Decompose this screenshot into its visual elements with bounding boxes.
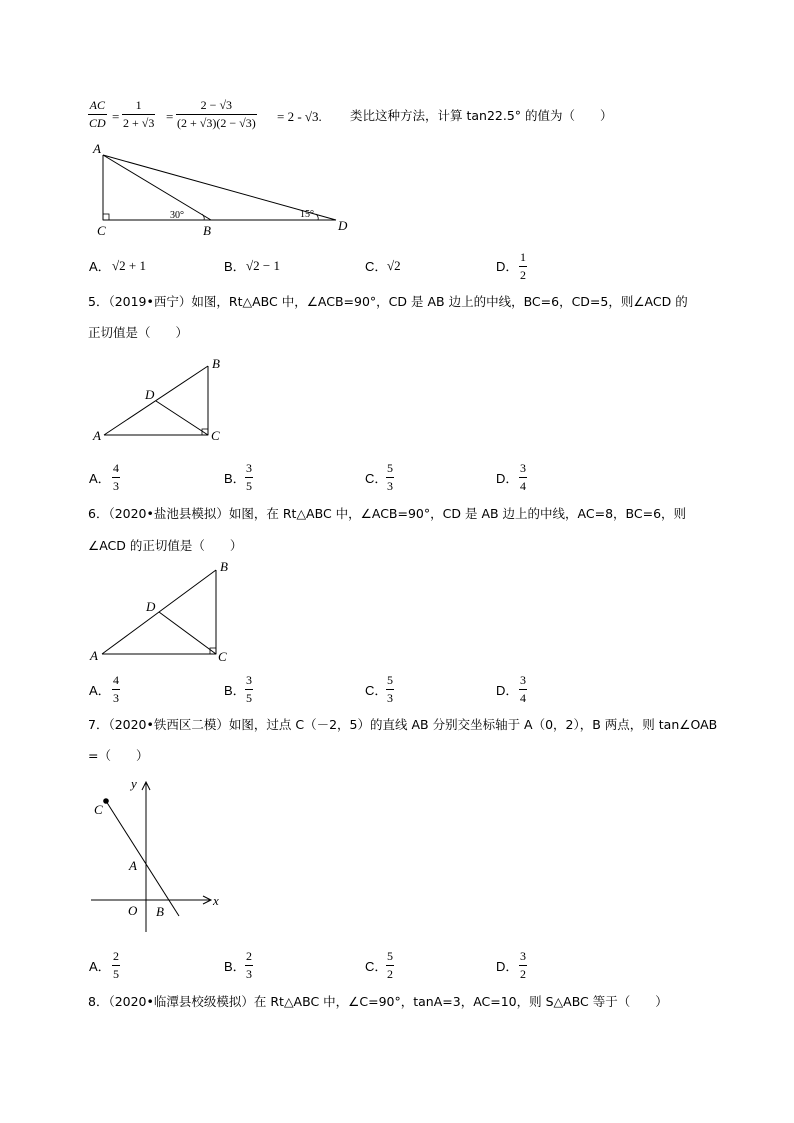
label-A: A	[90, 648, 98, 663]
option-c-letter: C．	[365, 259, 388, 274]
label-A: A	[93, 428, 101, 443]
q7-stem-line1: 7．（2020•铁西区二模）如图，过点 C（－2，5）的直线 AB 分别交坐标轴于 A（0，2），B 两点，则 tan∠OAB	[88, 717, 718, 732]
option-d-fraction: $\frac{3}{2}$	[520, 949, 526, 981]
fraction-rationalized: $\frac{2 - √3}{(2 + √3)(2 - √3)}$	[177, 98, 256, 130]
option-b-fraction: $\frac{3}{5}$	[246, 673, 252, 705]
axis-label-y: y	[131, 776, 137, 791]
option-b-letter: B．	[224, 259, 246, 274]
option-a-value: √2 + 1	[112, 258, 146, 273]
equals-sign: =	[166, 109, 174, 124]
option-c-letter: C．	[365, 959, 388, 974]
option-b-letter: B．	[224, 683, 246, 698]
option-a-letter: A．	[89, 959, 111, 974]
option-b-letter: B．	[224, 471, 246, 486]
angle-label-30: 30°	[170, 210, 184, 221]
option-c-value: √2	[387, 258, 401, 273]
option-a-letter: A．	[89, 259, 111, 274]
label-C: C	[94, 802, 103, 817]
option-d-fraction: $\frac{1}{2}$	[520, 250, 526, 282]
axis-label-x: x	[213, 893, 219, 908]
label-B: B	[203, 223, 211, 238]
triangle-figure-q5	[88, 352, 228, 447]
triangle-figure-q6	[88, 560, 248, 670]
point-c	[103, 798, 109, 804]
option-b-letter: B．	[224, 959, 246, 974]
fraction-ac-cd: $\frac{AC}{CD}$	[89, 98, 106, 130]
fraction-1-over: $\frac{1}{2 + √3}$	[123, 98, 155, 130]
option-c-letter: C．	[365, 471, 388, 486]
option-a-fraction: $\frac{2}{5}$	[113, 949, 119, 981]
label-D: D	[338, 218, 348, 233]
label-C: C	[218, 649, 227, 664]
option-b-value: √2 − 1	[246, 258, 280, 273]
option-a-letter: A．	[89, 471, 111, 486]
formula-result: = 2 - √3.	[277, 109, 322, 124]
equals-sign: =	[112, 109, 120, 124]
option-d-fraction: $\frac{3}{4}$	[520, 461, 526, 493]
option-d-letter: D．	[496, 259, 519, 274]
q8-stem-line1: 8．（2020•临潭县校级模拟）在 Rt△ABC 中，∠C=90°，tanA=3，AC=10，则 S△ABC 等于（ ）	[88, 994, 668, 1009]
label-B: B	[212, 356, 220, 371]
q6-stem-line2: ∠ACD 的正切值是（ ）	[88, 538, 243, 553]
label-O: O	[128, 903, 138, 918]
option-a-fraction: $\frac{4}{3}$	[113, 461, 119, 493]
label-A: A	[129, 858, 137, 873]
angle-arc-30	[202, 214, 204, 220]
option-d-letter: D．	[496, 959, 519, 974]
option-b-fraction: $\frac{2}{3}$	[246, 949, 252, 981]
angle-label-15: 15°	[300, 209, 314, 220]
q7-stem-line2: =（ ）	[88, 748, 149, 763]
q5-stem-line1: 5．（2019•西宁）如图，Rt△ABC 中，∠ACB=90°，CD 是 AB 边上的中线，BC=6，CD=5，则∠ACD 的	[88, 294, 688, 309]
option-d-letter: D．	[496, 471, 519, 486]
option-a-letter: A．	[89, 683, 111, 698]
right-angle-mark	[103, 214, 109, 220]
question-tail: 类比这种方法，计算 tan22.5° 的值为（ ）	[350, 108, 613, 123]
q6-stem-line1: 6．（2020•盐池县模拟）如图，在 Rt△ABC 中，∠ACB=90°，CD 是 AB 边上的中线，AC=8，BC=6，则	[88, 506, 687, 521]
q5-stem-line2: 正切值是（ ）	[88, 325, 189, 340]
option-c-letter: C．	[365, 683, 388, 698]
option-d-fraction: $\frac{3}{4}$	[520, 673, 526, 705]
option-c-fraction: $\frac{5}{3}$	[387, 673, 393, 705]
option-d-letter: D．	[496, 683, 519, 698]
coordinate-figure-q7	[86, 772, 231, 937]
label-B: B	[220, 560, 228, 574]
label-C: C	[211, 428, 220, 443]
triangle-figure-q4	[88, 140, 358, 240]
option-b-fraction: $\frac{3}{5}$	[246, 461, 252, 493]
label-A: A	[93, 141, 101, 156]
label-D: D	[146, 599, 156, 614]
option-c-fraction: $\frac{5}{2}$	[387, 949, 393, 981]
label-C: C	[97, 223, 106, 238]
option-c-fraction: $\frac{5}{3}$	[387, 461, 393, 493]
label-B: B	[156, 904, 164, 919]
label-D: D	[145, 387, 155, 402]
option-a-fraction: $\frac{4}{3}$	[113, 673, 119, 705]
